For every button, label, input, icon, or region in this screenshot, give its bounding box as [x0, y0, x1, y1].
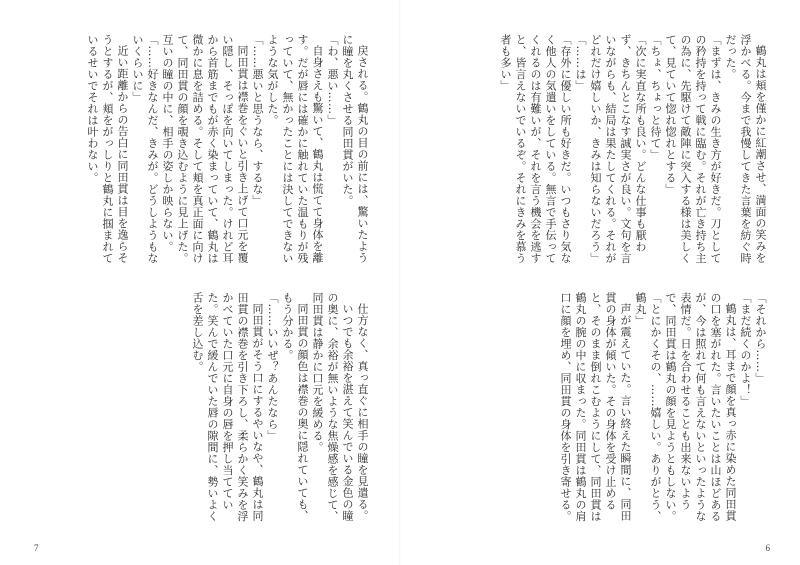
dialogue-line: 「まだ続くのかよ！」 — [739, 292, 752, 407]
dialogue-line: 「まずは、きみの生き方が好きだ。刀としての矜持を持って戦に臨む。それが亡き持ち主の為に、先駆けて敵陣に突入する様は美しくて、見ていて惚れ惚れとする」 — [664, 34, 722, 264]
paragraph: 自身さえも驚いて、鶴丸は慌てて身体を離す。だが唇には確かに触れていた温もりが残っていて、無かったことには決してできないような気がした。 — [266, 34, 324, 264]
paragraph: 同田貫がそう口にするやいなや、鶴丸は同田貫の襟巻を引き下ろし、柔らかく笑みを浮かべていた口元に自身の唇を押し当てていた。笑んで緩んでいた唇の隙間に、勢いよく舌を差し込む。 — [191, 292, 264, 522]
dialogue-line: 「存外に優しい所も好きだ。いつもさり気なく他人の気遣いをしている。無言で手伝ってくれるのは有難いが、それを言う機会を逃すと、皆言えないでいるぞ。それにきみを慕う者も多い」 — [499, 34, 572, 264]
page-number: 7 — [34, 543, 39, 553]
paragraph: 鶴丸は、耳まで顔を真っ赤に染めた同田貫の口を塞がれた。言いたいことは山ほどあるが、今は照れて何も言えないといったような表情だ。日を合わせることも出来ないようで、同田貫は鶴丸の顔を見ようともしない。 — [664, 292, 737, 522]
dialogue-line: 「わ、悪い……」 — [326, 34, 339, 126]
dialogue-line: 「……好きなんだ、きみが。どうしようもないくらいに」 — [131, 34, 159, 264]
left-page-bottom-tier — [38, 292, 370, 524]
paragraph: 鶴丸は頬を僅かに紅潮させ、満面の笑みを浮かべる。今まで我慢してきた言葉を紡ぐ時だった。 — [724, 34, 767, 264]
paragraph: 近い距離からの告白に同田貫は目を逸らそうとするが、頬をがっしりと鶴丸に掴まれているせいでそれは叶わない。 — [86, 34, 129, 264]
right-page-bottom-tier — [432, 292, 768, 524]
paragraph: 同田貫の顔色は襟巻の奥に隠れていても、もう分かる。 — [281, 292, 309, 522]
right-page-text — [432, 34, 768, 524]
left-page-columns — [38, 34, 370, 524]
dialogue-line: 「……は」 — [574, 34, 587, 92]
paragraph: 同田貫は襟巻をぐいと引き上げて口元を覆い隠し、そっぽを向いてしまった。けれど耳から首筋までもが赤く染まっていて、鶴丸は微かに息を詰める。そして頬を真正面に向けて、同田貫の顔を覗き込むように見上げた。互いの瞳の中に、相手の姿しか映らない。 — [161, 34, 249, 264]
dialogue-line: 「それから……」 — [754, 292, 767, 384]
left-page-top-tier — [38, 34, 370, 266]
right-page — [400, 0, 800, 565]
paragraph: いつでも余裕を湛えて笑んでいる金色の瞳の奥に、余裕が無いような焦燥感を感じて、同田貫は静かに口元を緩める。 — [311, 292, 354, 522]
dialogue-line: 「……悪いと思うなら、するな」 — [251, 34, 264, 207]
page-number: 6 — [765, 543, 770, 553]
right-page-top-tier — [432, 34, 768, 266]
paragraph: 声が震えていた。言い終えた瞬間に、同田貫の身体が傾いた。その身体を受け止めると、そのまま倒れこむようにして、同田貫は鶴丸の腕の中に収まった。同田貫は鶴丸の肩口に顔を埋め、同田貫の身体を引き寄せる。 — [559, 292, 632, 522]
dialogue-line: 「次に実直な所も良い。どんな仕事も厭わず、きちんとこなす誠実さが良い。文句を言いながらも、結局は果たしてくれる。それがどれだけ嬉しいか、きみは知らないだろう」 — [589, 34, 647, 264]
paragraph: 戻される。鶴丸の目の前には、驚いたように瞳を丸くさせる同田貫がいた。 — [341, 34, 369, 264]
paragraph: 仕方なく、真っ直ぐに相手の瞳を見遣る。 — [356, 303, 369, 522]
dialogue-line: 「とにかくその、……嬉しい。ありがとう、鶴丸」 — [634, 292, 662, 522]
right-page-columns — [432, 34, 768, 524]
dialogue-line: 「……いいぜ？あんたなら」 — [266, 292, 279, 442]
left-page-text — [38, 34, 370, 524]
dialogue-line: 「ちょ、ちょっと待て」 — [649, 34, 662, 161]
